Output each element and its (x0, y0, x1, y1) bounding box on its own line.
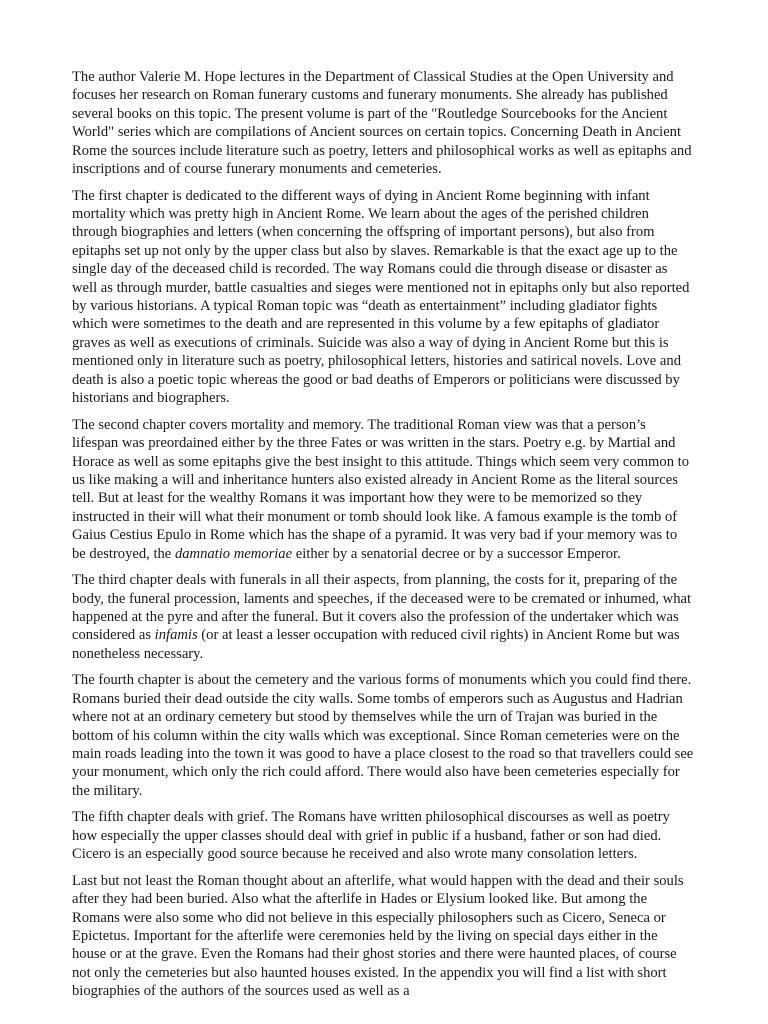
italic-term: damnatio memoriae (174, 545, 293, 562)
paragraph-text: The fourth chapter is about the cemetery and the various forms of monuments which you could find there. Romans buried their dead outside the city walls. Some tombs of emperors such as Augustus and Hadrian where not at an ordinary cemetery but stood by themselves while the urn of Trajan was buried in the bottom of his column within the city walls which was exceptional. Since Roman cemeteries were on the main roads leading into the town it was good to have a place closest to the road so that travellers could see your monument, which only the rich could afford. There would also have been cemeteries especially for the military. (72, 672, 694, 799)
paragraph-chapter-4 (72, 671, 694, 800)
paragraph-chapter-3 (72, 571, 694, 663)
paragraph-text: Last but not least the Roman thought about an afterlife, what would happen with the dead and their souls after they had been buried. Also what the afterlife in Hades or Elysium looked like. But among the Romans were also some who did not believe in this especially philosophers such as Cicero, Seneca or Epictetus. Important for the afterlife were ceremonies held by the living on special days either in the house or at the grave. Even the Romans had their ghost stories and there were haunted places, of course not only the cemeteries but also haunted houses existed. In the appendix you will find a list with short biographies of the authors of the sources used as well as a (72, 872, 684, 1000)
italic-term: infamis (154, 627, 198, 644)
paragraph-text: The second chapter covers mortality and memory. The traditional Roman view was that a person’s lifespan was preordained either by the three Fates or was written in the stars. Poetry e.g. by Martial and Horace as well as some epitaphs give the best insight to this attitude. Things which seem very common to us like making a will and inheritance hunters also existed already in Ancient Rome as the literal sources tell. But at least for the wealthy Romans it was important how they were to be memorized so they instructed in their will what their monument or tomb should look like. A famous example is the tomb of Gaius Cestius Epulo in Rome which has the shape of a pyramid. It was very bad if your memory was to be destroyed, the (72, 416, 690, 562)
paragraph-text: The fifth chapter deals with grief. The Romans have written philosophical discourses as well as poetry how especially the upper classes should deal with grief in public if a husband, father or son had died. Cicero is an especially good source because he received and also wrote many consolation letters. (72, 809, 670, 863)
paragraph-text: either by a senatorial decree or by a successor Emperor. (292, 545, 621, 562)
paragraph-chapter-2 (72, 416, 694, 563)
paragraph-text: (or at least a lesser occupation with reduced civil rights) in Ancient Rome but was nonetheless necessary. (72, 627, 680, 662)
paragraph-chapter-5 (72, 808, 694, 863)
paragraph-text: The author Valerie M. Hope lectures in the Department of Classical Studies at the Open University and focuses her research on Roman funerary customs and funerary monuments. She already has published several books on this topic. The present volume is part of the "Routledge Sourcebooks for the Ancient World" series which are compilations of Ancient sources on certain topics. Concerning Death in Ancient Rome the sources include literature such as poetry, letters and philosophical works as well as epitaphs and inscriptions and of course funerary monuments and cemeteries. (72, 69, 692, 178)
paragraph-intro (72, 68, 694, 178)
paragraph-chapter-1 (72, 187, 694, 408)
document-page (72, 68, 694, 1009)
paragraph-text: The first chapter is dedicated to the different ways of dying in Ancient Rome beginning with infant mortality which was pretty high in Ancient Rome. We learn about the ages of the perished children through biographies and letters (when concerning the offspring of important persons), but also from epitaphs set up not only by the upper class but also by slaves. Remarkable is that the exact age up to the single day of the deceased child is recorded. The way Romans could die through disease or disaster as well as through murder, battle casualties and sieges were mentioned not in epitaphs only but also reported by various historians. A typical Roman topic was “death as entertainment” including gladiator fights which were sometimes to the death and are represented in this volume by a few epitaphs of gladiator graves as well as executions of criminals. Suicide was also a way of dying in Ancient Rome but this is mentioned only in literature such as poetry, philosophical letters, histories and satirical novels. Love and death is also a poetic topic whereas the good or bad deaths of Emperors or politicians were discussed by historians and biographers. (72, 187, 690, 407)
paragraph-afterlife (72, 872, 694, 1001)
paragraph-text: The third chapter deals with funerals in all their aspects, from planning, the costs for it, preparing of the body, the funeral procession, laments and speeches, if the deceased were to be cremated or inhumed, what happened at the pyre and after the funeral. But it covers also the profession of the undertaker which was considered as (72, 572, 692, 644)
